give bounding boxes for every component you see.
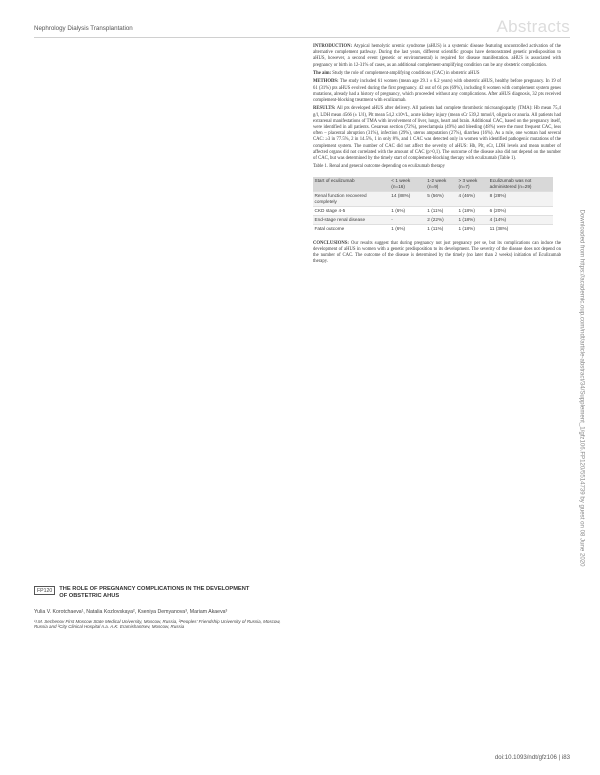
table-header-cell: > 3 week (n=7) [458, 177, 478, 189]
table-cell: 11 (38%) [489, 226, 509, 232]
table-row [313, 206, 553, 215]
table-cell: 8 (28%) [489, 192, 507, 198]
abstract-title: THE ROLE OF PREGNANCY COMPLICATIONS IN THE DEVELOPMENT OF OBSTETRIC AHUS [59, 586, 250, 599]
table-cell: 1 (6%) [391, 226, 406, 232]
table-cell: 5 (56%) [427, 192, 444, 198]
conclusions-paragraph [313, 241, 561, 266]
table-cell: 1 (18%) [458, 217, 475, 223]
table-cell: Fatal outcome [314, 226, 345, 232]
introduction-label: INTRODUCTION: [313, 44, 353, 49]
table-cell: End-stage renal disease [314, 217, 366, 223]
aim-text: Study the role of complement-amplifying conditions (CAC) in obstetric aHUS [332, 71, 480, 76]
abstract-body [313, 44, 561, 268]
results-text: All pts developed aHUS after delivery. All patients had complete thrombotic microangiopathy (TMA): Hb mean 75,4 g/l, LDH mean 4566 (± U/l), Plt mean 54,2 x10⁹/L, acute kidney injury (mean sCr 539,2 mmol/l, oliguria or anuria. All patients had extrarenal manifestations of TMA with involvement of liver, lungs, heart and brain. Additional CAC, based on the pregnancy itself, were identified in all patients. Cesarean section (72%), preeclampsia (49%) and bleeding (48%) were the most frequent CAC, less often – placental abruption (31%), infection (29%), uterus amputation (27%), diarrhea (16%). As a rule, one woman had several CAC: ≥3 in 77.5%, 2 in 14.5%, 1 in only 8%, and 1 CAC was detected only in women with identified pathogenic mutations of the complement system. The number of CAC did not affect the severity of aHUS: Hb, Plt, sCr, LDH levels and mean number of affected organs did not correlated with the amount of CAC (p>0,1). The outcome of the disease also did not depend on the number of CAC, but was determined by the timely start of complement-blocking therapy with eculizumab (Table 1). [313, 106, 561, 162]
affiliation-list: ¹I.M. Sechenov First Moscow State Medical University, Moscow, Russia, ²Peoples' Friendship University of Russia, Moscow, Russia and ³City Clinical Hospital n.a. A.K. Eramishantsev, Moscow, Russia [34, 618, 281, 630]
results-label: RESULTS: [313, 106, 336, 112]
table-row [313, 216, 553, 225]
results-paragraph [313, 106, 561, 162]
table-cell: CKD stage 4-5 [314, 208, 346, 214]
table-header-cell: < 1 week (n=16) [391, 177, 411, 189]
table-cell: - [391, 217, 393, 223]
table-cell: 6 (20%) [489, 208, 507, 214]
table-header-cell: Start of eculizumab [314, 177, 355, 183]
table-cell: 1 (18%) [458, 226, 475, 232]
table-cell: 14 (88%) [391, 192, 411, 198]
outcome-table [313, 177, 553, 234]
methods-label: METHODS: [313, 79, 339, 85]
methods-text: The study included 61 women (mean age 29.1 ± 6.2 years) with obstetric aHUS, healthy before pregnancy. In 19 of 61 (31%) pts aHUS evolved during the first pregnancy. 42 out of 61 pts (69%), including 8 women with complement system genes mutations, already had a history of pregnancy, which proceeded without any complications. After aHUS diagnosis, 32 pts received complement-blocking treatment with eculizumab. [313, 79, 561, 103]
methods-paragraph [313, 79, 561, 104]
table-cell: 2 (22%) [427, 217, 444, 223]
author-list: Yulia V. Korotchaeva¹, Natalia Kozlovskaya², Kseniya Demyanova³, Mariam Akaeva³ [34, 609, 228, 615]
table-row [313, 191, 553, 206]
table-header-row [313, 177, 553, 192]
abstract-id-badge: FP120 [34, 586, 55, 595]
table-cell: Renal function recovered completely [314, 192, 367, 204]
conclusions-label: CONCLUSIONS: [313, 240, 349, 246]
download-notice-text[interactable]: Downloaded from https://academic.oup.com/ndt/article-abstract/34/Supplement_1/gfz106.FP120/5514739 by guest on 08 June 2020 [578, 209, 586, 567]
aim-paragraph [313, 71, 561, 77]
table-header-cell: 1-2 week (n=9) [427, 177, 447, 189]
table-cell: 4 (46%) [458, 192, 475, 198]
abstract-header-fp120 [34, 586, 284, 630]
journal-name: Nephrology Dialysis Transplantation [34, 25, 133, 32]
conclusions-text: Our results suggest that during pregnancy not just pregnancy per se, but its complications can induce the development of aHUS in women with a genetic predisposition to its development. The severity of the disease does not depend on the number of CAC. The outcome of the disease is determined by the timely (no later than 2 weeks) initiation of Eculizumab therapy. [313, 240, 562, 265]
header-divider [34, 37, 570, 38]
introduction-paragraph [313, 44, 561, 69]
table-cell: 1 (6%) [391, 208, 406, 214]
table-cell: 1 (11%) [427, 208, 444, 214]
introduction-text: Atypical hemolytic uremic syndrome (aHUS) is a systemic disease featuring uncontrolled activation of the alternative complement pathway. During the last years, different scientific groups have demonstrated genetic predisposition to aHUS, however, a second event (genetic or environmental) is required for disease manifestation. aHUS is associated with pregnancy or birth in 12-31% of cases, as an additional complement-amplifying condition can be any obstetric complication. [313, 44, 561, 68]
table-header-cell: Eculizumab was not administered (n=29) [489, 177, 532, 189]
table-caption: Table 1. Renal and general outcome depending on eculizumab therapy [313, 164, 445, 170]
table-cell: 4 (14%) [489, 217, 507, 223]
section-heading: Abstracts [496, 17, 570, 36]
aim-label: The aim: [313, 71, 332, 76]
table-cell: 1 (18%) [458, 208, 475, 214]
table-row [313, 225, 553, 234]
table-cell: 1 (11%) [427, 226, 444, 232]
page-footer-citation: doi:10.1093/ndt/gfz106 | i83 [494, 754, 570, 761]
